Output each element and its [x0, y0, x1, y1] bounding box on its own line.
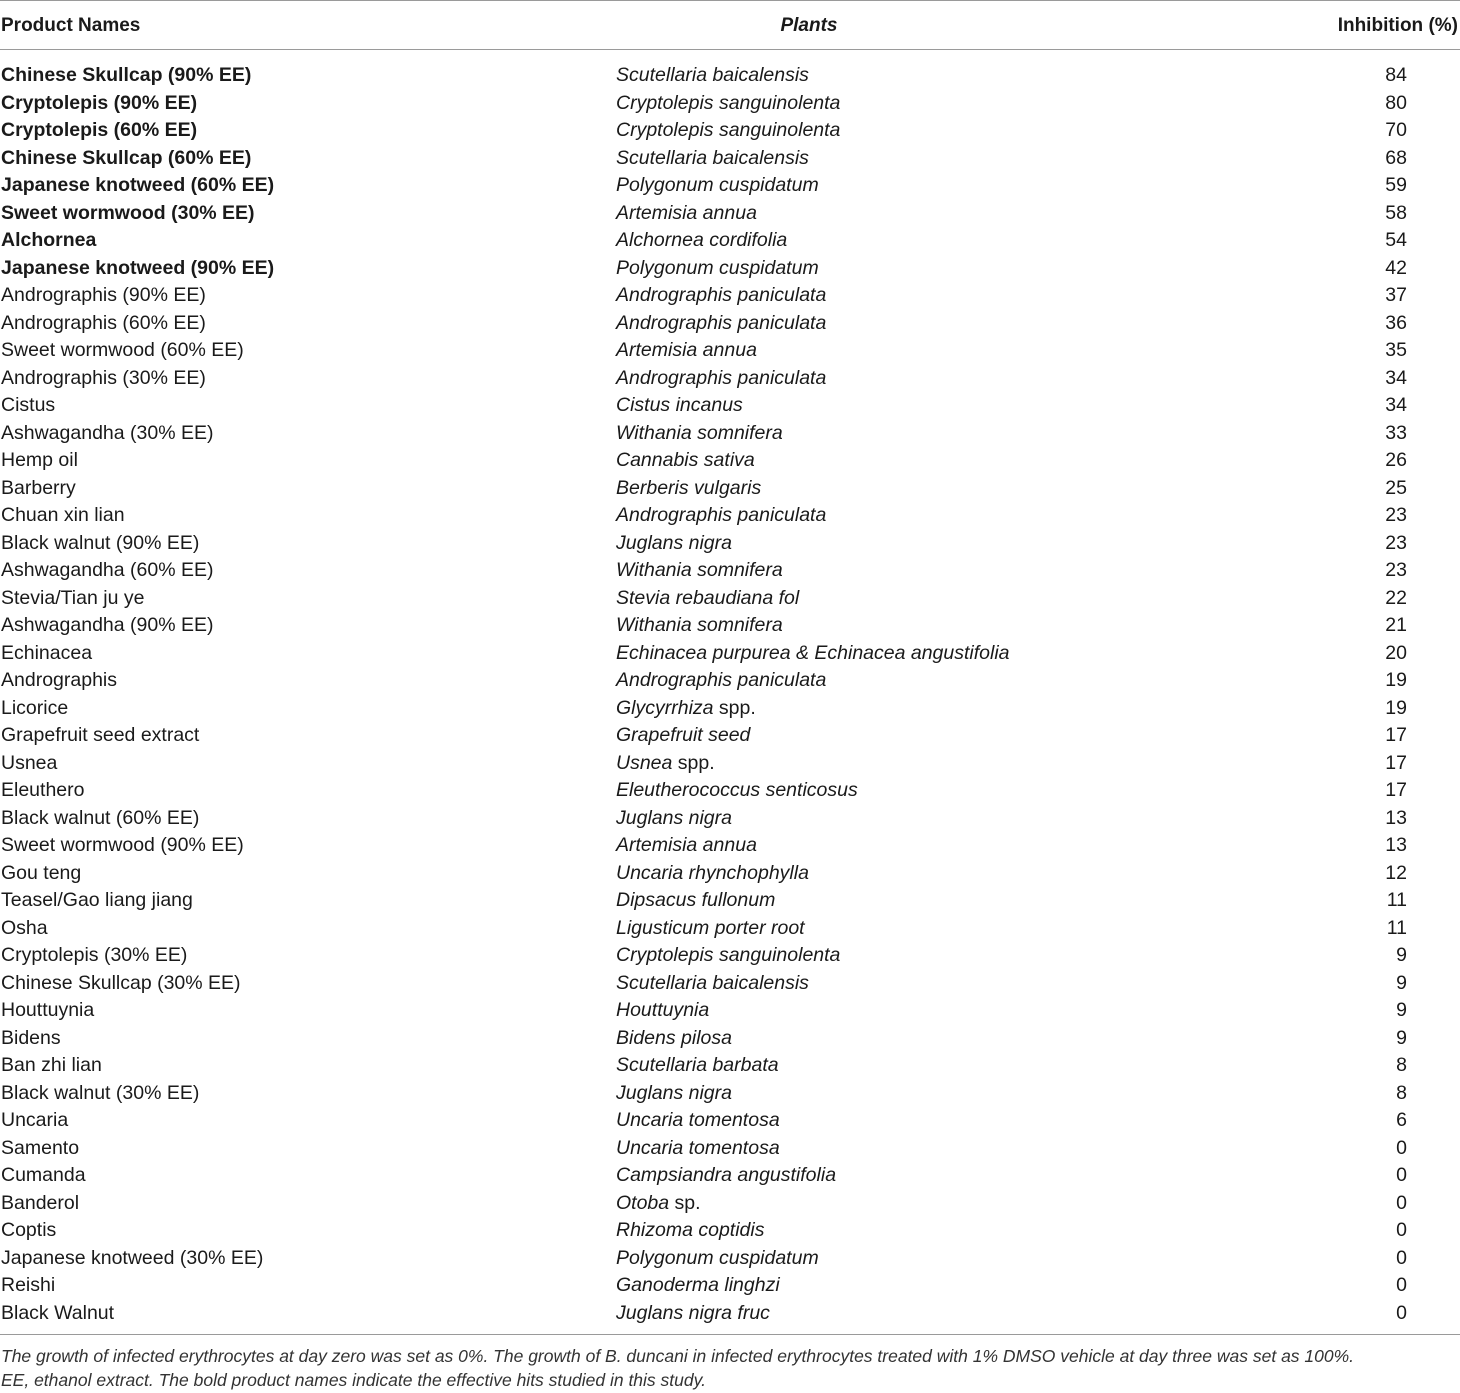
product-name-cell: Black walnut (60% EE): [1, 806, 200, 829]
product-name-cell: Cryptolepis (60% EE): [1, 119, 198, 141]
plant-cell: [616, 805, 732, 833]
product-name-cell: Ashwagandha (60% EE): [1, 559, 214, 581]
table-row: [0, 887, 1460, 915]
plant-species: Polygonum cuspidatum: [616, 256, 819, 279]
product-name-cell: Cryptolepis (30% EE): [1, 944, 188, 966]
inhibition-value-cell: 6: [1396, 1109, 1407, 1131]
header-plants-cell: [0, 15, 1460, 37]
plant-cell: [616, 530, 732, 558]
plant-species: Artemisia annua: [616, 834, 757, 856]
plant-species: Artemisia annua: [616, 201, 757, 224]
plant-cell: [616, 997, 709, 1025]
inhibition-value-cell: 9: [1396, 1026, 1407, 1049]
product-name-cell: Ban zhi lian: [1, 1054, 102, 1076]
table-row: [0, 310, 1460, 338]
plant-species: Juglans nigra: [616, 1081, 732, 1104]
plant-cell: [616, 1190, 701, 1218]
plant-suffix: spp.: [672, 751, 715, 774]
inhibition-value-cell: 22: [1385, 586, 1407, 609]
product-name-cell: Banderol: [1, 1191, 80, 1214]
table-row: [0, 667, 1460, 695]
plant-cell: [616, 282, 826, 310]
plant-cell: [616, 915, 805, 943]
inhibition-value-cell: 13: [1385, 834, 1407, 856]
footnote-line-1: The growth of infected erythrocytes at day zero was set as 0%. The growth of B. duncani in infected erythrocytes treated with 1% DMSO vehicle at day three was set as 100%.: [1, 1346, 1355, 1366]
plant-cell: [616, 942, 840, 970]
plant-species: Eleutherococcus senticosus: [616, 779, 858, 801]
plant-species: Juglans nigra: [616, 531, 732, 554]
product-name-cell: Alchornea: [1, 229, 97, 251]
table-row: [0, 90, 1460, 118]
plant-species: Scutellaria barbata: [616, 1054, 779, 1076]
plant-species: Ganoderma linghzi: [616, 1274, 780, 1296]
plant-species: Andrographis paniculata: [616, 669, 827, 691]
product-name-cell: Black Walnut: [1, 1301, 115, 1324]
inhibition-value-cell: 35: [1385, 339, 1407, 361]
plant-species: Uncaria tomentosa: [616, 1136, 780, 1159]
plant-cell: [616, 200, 757, 228]
table-row: [0, 502, 1460, 530]
table-row: [0, 832, 1460, 860]
table-row: [0, 227, 1460, 255]
product-name-cell: Licorice: [1, 696, 69, 719]
plant-species: Houttuynia: [616, 999, 710, 1021]
inhibition-value-cell: 19: [1385, 696, 1407, 719]
product-name-cell: Chuan xin lian: [1, 504, 125, 526]
plant-suffix: spp.: [713, 696, 756, 719]
inhibition-value-cell: 8: [1396, 1054, 1407, 1076]
plant-species: Campsiandra angustifolia: [616, 1164, 837, 1186]
plant-species: Andrographis paniculata: [616, 504, 827, 526]
table-row: [0, 447, 1460, 475]
product-name-cell: Sweet wormwood (60% EE): [1, 339, 244, 361]
table-row: [0, 915, 1460, 943]
plant-species: Withania somnifera: [616, 421, 783, 444]
table-bottom-rule: [0, 1334, 1460, 1335]
table-row: [0, 255, 1460, 283]
plant-species: Uncaria tomentosa: [616, 1109, 780, 1131]
product-name-cell: Stevia/Tian ju ye: [1, 586, 145, 609]
table-row: [0, 145, 1460, 173]
plant-cell: [616, 447, 755, 475]
product-name-cell: Japanese knotweed (30% EE): [1, 1246, 264, 1269]
inhibition-value-cell: 9: [1396, 944, 1407, 966]
plant-cell: [616, 750, 715, 778]
product-name-cell: Barberry: [1, 476, 76, 499]
plant-cell: [616, 1025, 732, 1053]
inhibition-value-cell: 0: [1396, 1191, 1407, 1214]
table-row: [0, 1135, 1460, 1163]
product-name-cell: Usnea: [1, 751, 58, 774]
inhibition-value-cell: 37: [1385, 284, 1407, 306]
plant-cell: [616, 557, 783, 585]
table-row: [0, 1107, 1460, 1135]
inhibition-value-cell: 23: [1385, 559, 1407, 581]
plant-cell: [616, 667, 826, 695]
plant-cell: [616, 1217, 764, 1245]
table-row: [0, 860, 1460, 888]
product-name-cell: Cistus: [1, 394, 56, 416]
inhibition-value-cell: 17: [1385, 751, 1407, 774]
plant-species: Juglans nigra: [616, 806, 732, 829]
product-name-cell: Ashwagandha (90% EE): [1, 614, 214, 636]
plant-species: Scutellaria baicalensis: [616, 971, 809, 994]
table-row: [0, 1245, 1460, 1273]
inhibition-value-cell: 9: [1396, 999, 1407, 1021]
table-row: [0, 1300, 1460, 1328]
plant-cell: [616, 1107, 780, 1135]
table-row: [0, 1052, 1460, 1080]
plant-species: Andrographis paniculata: [616, 366, 827, 389]
table-footnote: [1, 1344, 1457, 1392]
table-row: [0, 1190, 1460, 1218]
plant-species: Andrographis paniculata: [616, 311, 827, 334]
product-name-cell: Echinacea: [1, 641, 93, 664]
table-row: [0, 1080, 1460, 1108]
inhibition-value-cell: 84: [1385, 64, 1407, 86]
product-name-cell: Andrographis: [1, 669, 117, 691]
plant-cell: [616, 860, 809, 888]
plant-cell: [616, 172, 819, 200]
inhibition-value-cell: 0: [1396, 1164, 1407, 1186]
plant-cell: [616, 970, 809, 998]
table-row: [0, 392, 1460, 420]
inhibition-value-cell: 8: [1396, 1081, 1407, 1104]
plant-cell: [616, 337, 757, 365]
product-name-cell: Bidens: [1, 1026, 61, 1049]
header-product-names: Product Names: [1, 15, 141, 36]
inhibition-value-cell: 36: [1385, 311, 1407, 334]
plant-suffix: sp.: [669, 1191, 701, 1214]
product-name-cell: Osha: [1, 916, 48, 939]
product-name-cell: Andrographis (30% EE): [1, 366, 206, 389]
table-row: [0, 1272, 1460, 1300]
plant-species: Uncaria rhynchophylla: [616, 861, 809, 884]
product-name-cell: Cumanda: [1, 1164, 86, 1186]
product-name-cell: Black walnut (30% EE): [1, 1081, 200, 1104]
product-name-cell: Black walnut (90% EE): [1, 531, 200, 554]
plant-cell: [616, 62, 809, 90]
product-name-cell: Andrographis (60% EE): [1, 311, 206, 334]
inhibition-value-cell: 21: [1385, 614, 1407, 636]
plant-species: Withania somnifera: [616, 559, 783, 581]
inhibition-value-cell: 42: [1385, 256, 1407, 279]
plant-species: Echinacea purpurea & Echinacea angustifolia: [616, 641, 1010, 664]
plant-species: Polygonum cuspidatum: [616, 1246, 819, 1269]
inhibition-value-cell: 9: [1396, 971, 1407, 994]
product-name-cell: Cryptolepis (90% EE): [1, 91, 198, 114]
product-name-cell: Grapefruit seed extract: [1, 724, 200, 746]
plant-species: Alchornea cordifolia: [616, 229, 788, 251]
plant-cell: [616, 1300, 770, 1328]
table-row: [0, 475, 1460, 503]
inhibition-value-cell: 0: [1396, 1274, 1407, 1296]
inhibition-value-cell: 59: [1385, 174, 1407, 196]
plant-cell: [616, 420, 783, 448]
table-row: [0, 970, 1460, 998]
table-row: [0, 530, 1460, 558]
plant-species: Stevia rebaudiana fol: [616, 586, 800, 609]
plant-cell: [616, 887, 775, 915]
inhibition-value-cell: 58: [1385, 201, 1407, 224]
table-row: [0, 777, 1460, 805]
inhibition-value-cell: 25: [1385, 476, 1407, 499]
inhibition-value-cell: 12: [1385, 861, 1407, 884]
table-row: [0, 420, 1460, 448]
product-name-cell: Reishi: [1, 1274, 56, 1296]
plant-species: Artemisia annua: [616, 339, 757, 361]
table-row: [0, 172, 1460, 200]
inhibition-value-cell: 20: [1385, 641, 1407, 664]
inhibition-value-cell: 80: [1385, 91, 1407, 114]
plant-cell: [616, 255, 819, 283]
plant-species: Rhizoma coptidis: [616, 1219, 765, 1241]
plant-species: Glycyrrhiza: [616, 696, 714, 719]
footnote-line-2: EE, ethanol extract. The bold product names indicate the effective hits studied in this study.: [1, 1370, 706, 1390]
table-header-rule: [0, 49, 1460, 50]
product-name-cell: Sweet wormwood (90% EE): [1, 834, 244, 856]
plant-cell: [616, 1162, 836, 1190]
inhibition-value-cell: 54: [1385, 229, 1407, 251]
product-name-cell: Gou teng: [1, 861, 82, 884]
product-name-cell: Uncaria: [1, 1109, 69, 1131]
header-inhibition: Inhibition (%): [1337, 15, 1458, 36]
plant-cell: [616, 695, 756, 723]
inhibition-value-cell: 19: [1385, 669, 1407, 691]
plant-species: Andrographis paniculata: [616, 284, 827, 306]
table-row: [0, 585, 1460, 613]
product-name-cell: Hemp oil: [1, 449, 78, 471]
plant-species: Cryptolepis sanguinolenta: [616, 91, 841, 114]
inhibition-value-cell: 34: [1385, 394, 1407, 416]
plant-cell: [616, 612, 783, 640]
plant-cell: [616, 475, 761, 503]
table-row: [0, 695, 1460, 723]
plant-species: Scutellaria baicalensis: [616, 64, 809, 86]
table-row: [0, 640, 1460, 668]
header-plants: Plants: [780, 15, 838, 36]
plant-species: Berberis vulgaris: [616, 476, 762, 499]
plant-species: Polygonum cuspidatum: [616, 174, 819, 196]
inhibition-value-cell: 0: [1396, 1219, 1407, 1241]
plant-species: Grapefruit seed: [616, 724, 751, 746]
plant-cell: [616, 1245, 819, 1273]
product-name-cell: Chinese Skullcap (60% EE): [1, 146, 252, 169]
inhibition-value-cell: 11: [1386, 916, 1407, 939]
plant-cell: [616, 585, 799, 613]
product-name-cell: Sweet wormwood (30% EE): [1, 201, 255, 224]
table-row: [0, 1162, 1460, 1190]
inhibition-value-cell: 70: [1385, 119, 1407, 141]
product-name-cell: Houttuynia: [1, 999, 95, 1021]
inhibition-value-cell: 23: [1385, 504, 1407, 526]
plant-cell: [616, 310, 826, 338]
table-row: [0, 365, 1460, 393]
product-name-cell: Chinese Skullcap (30% EE): [1, 971, 241, 994]
product-name-cell: Samento: [1, 1136, 80, 1159]
inhibition-value-cell: 34: [1385, 366, 1407, 389]
product-name-cell: Japanese knotweed (60% EE): [1, 174, 275, 196]
plant-cell: [616, 1052, 779, 1080]
plant-species: Cistus incanus: [616, 394, 743, 416]
plant-cell: [616, 145, 809, 173]
inhibition-value-cell: 33: [1385, 421, 1407, 444]
product-name-cell: Andrographis (90% EE): [1, 284, 206, 306]
table-row: [0, 750, 1460, 778]
plant-species: Ligusticum porter root: [616, 916, 805, 939]
plant-species: Scutellaria baicalensis: [616, 146, 809, 169]
inhibition-value-cell: 0: [1396, 1136, 1407, 1159]
table-row: [0, 557, 1460, 585]
plant-species: Otoba: [616, 1191, 670, 1214]
plant-cell: [616, 1080, 732, 1108]
plant-cell: [616, 502, 826, 530]
plant-cell: [616, 227, 787, 255]
table-row: [0, 805, 1460, 833]
plant-species: Usnea: [616, 751, 673, 774]
product-name-cell: Japanese knotweed (90% EE): [1, 256, 275, 279]
table-row: [0, 337, 1460, 365]
plant-species: Bidens pilosa: [616, 1026, 732, 1049]
plant-cell: [616, 117, 840, 145]
inhibition-value-cell: 68: [1385, 146, 1407, 169]
plant-cell: [616, 722, 750, 750]
table-row: [0, 612, 1460, 640]
plant-cell: [616, 832, 757, 860]
table-row: [0, 62, 1460, 90]
plant-species: Juglans nigra fruc: [616, 1301, 770, 1324]
table-header-row: [0, 0, 1460, 49]
product-name-cell: Ashwagandha (30% EE): [1, 421, 214, 444]
inhibition-value-cell: 0: [1396, 1301, 1407, 1324]
table-row: [0, 282, 1460, 310]
table-row: [0, 200, 1460, 228]
product-name-cell: Chinese Skullcap (90% EE): [1, 64, 252, 86]
plant-cell: [616, 90, 840, 118]
inhibition-value-cell: 0: [1396, 1246, 1407, 1269]
plant-cell: [616, 777, 858, 805]
plant-cell: [616, 1135, 780, 1163]
product-name-cell: Teasel/Gao liang jiang: [1, 889, 193, 911]
inhibition-value-cell: 17: [1385, 779, 1407, 801]
product-name-cell: Coptis: [1, 1219, 57, 1241]
plant-cell: [616, 392, 743, 420]
inhibition-value-cell: 26: [1385, 449, 1407, 471]
plant-species: Withania somnifera: [616, 614, 783, 636]
table-row: [0, 722, 1460, 750]
table-row: [0, 997, 1460, 1025]
inhibition-value-cell: 17: [1385, 724, 1407, 746]
inhibition-value-cell: 23: [1385, 531, 1407, 554]
plant-species: Cryptolepis sanguinolenta: [616, 944, 841, 966]
inhibition-value-cell: 13: [1385, 806, 1407, 829]
table-row: [0, 117, 1460, 145]
table-body: [0, 62, 1460, 1327]
plant-cell: [616, 1272, 780, 1300]
plant-species: Cannabis sativa: [616, 449, 755, 471]
table-row: [0, 1025, 1460, 1053]
plant-cell: [616, 365, 826, 393]
table-row: [0, 942, 1460, 970]
plant-cell: [616, 640, 1010, 668]
inhibition-value-cell: 11: [1386, 889, 1407, 911]
plant-species: Dipsacus fullonum: [616, 889, 776, 911]
plant-species: Cryptolepis sanguinolenta: [616, 119, 841, 141]
product-name-cell: Eleuthero: [1, 779, 85, 801]
table-row: [0, 1217, 1460, 1245]
